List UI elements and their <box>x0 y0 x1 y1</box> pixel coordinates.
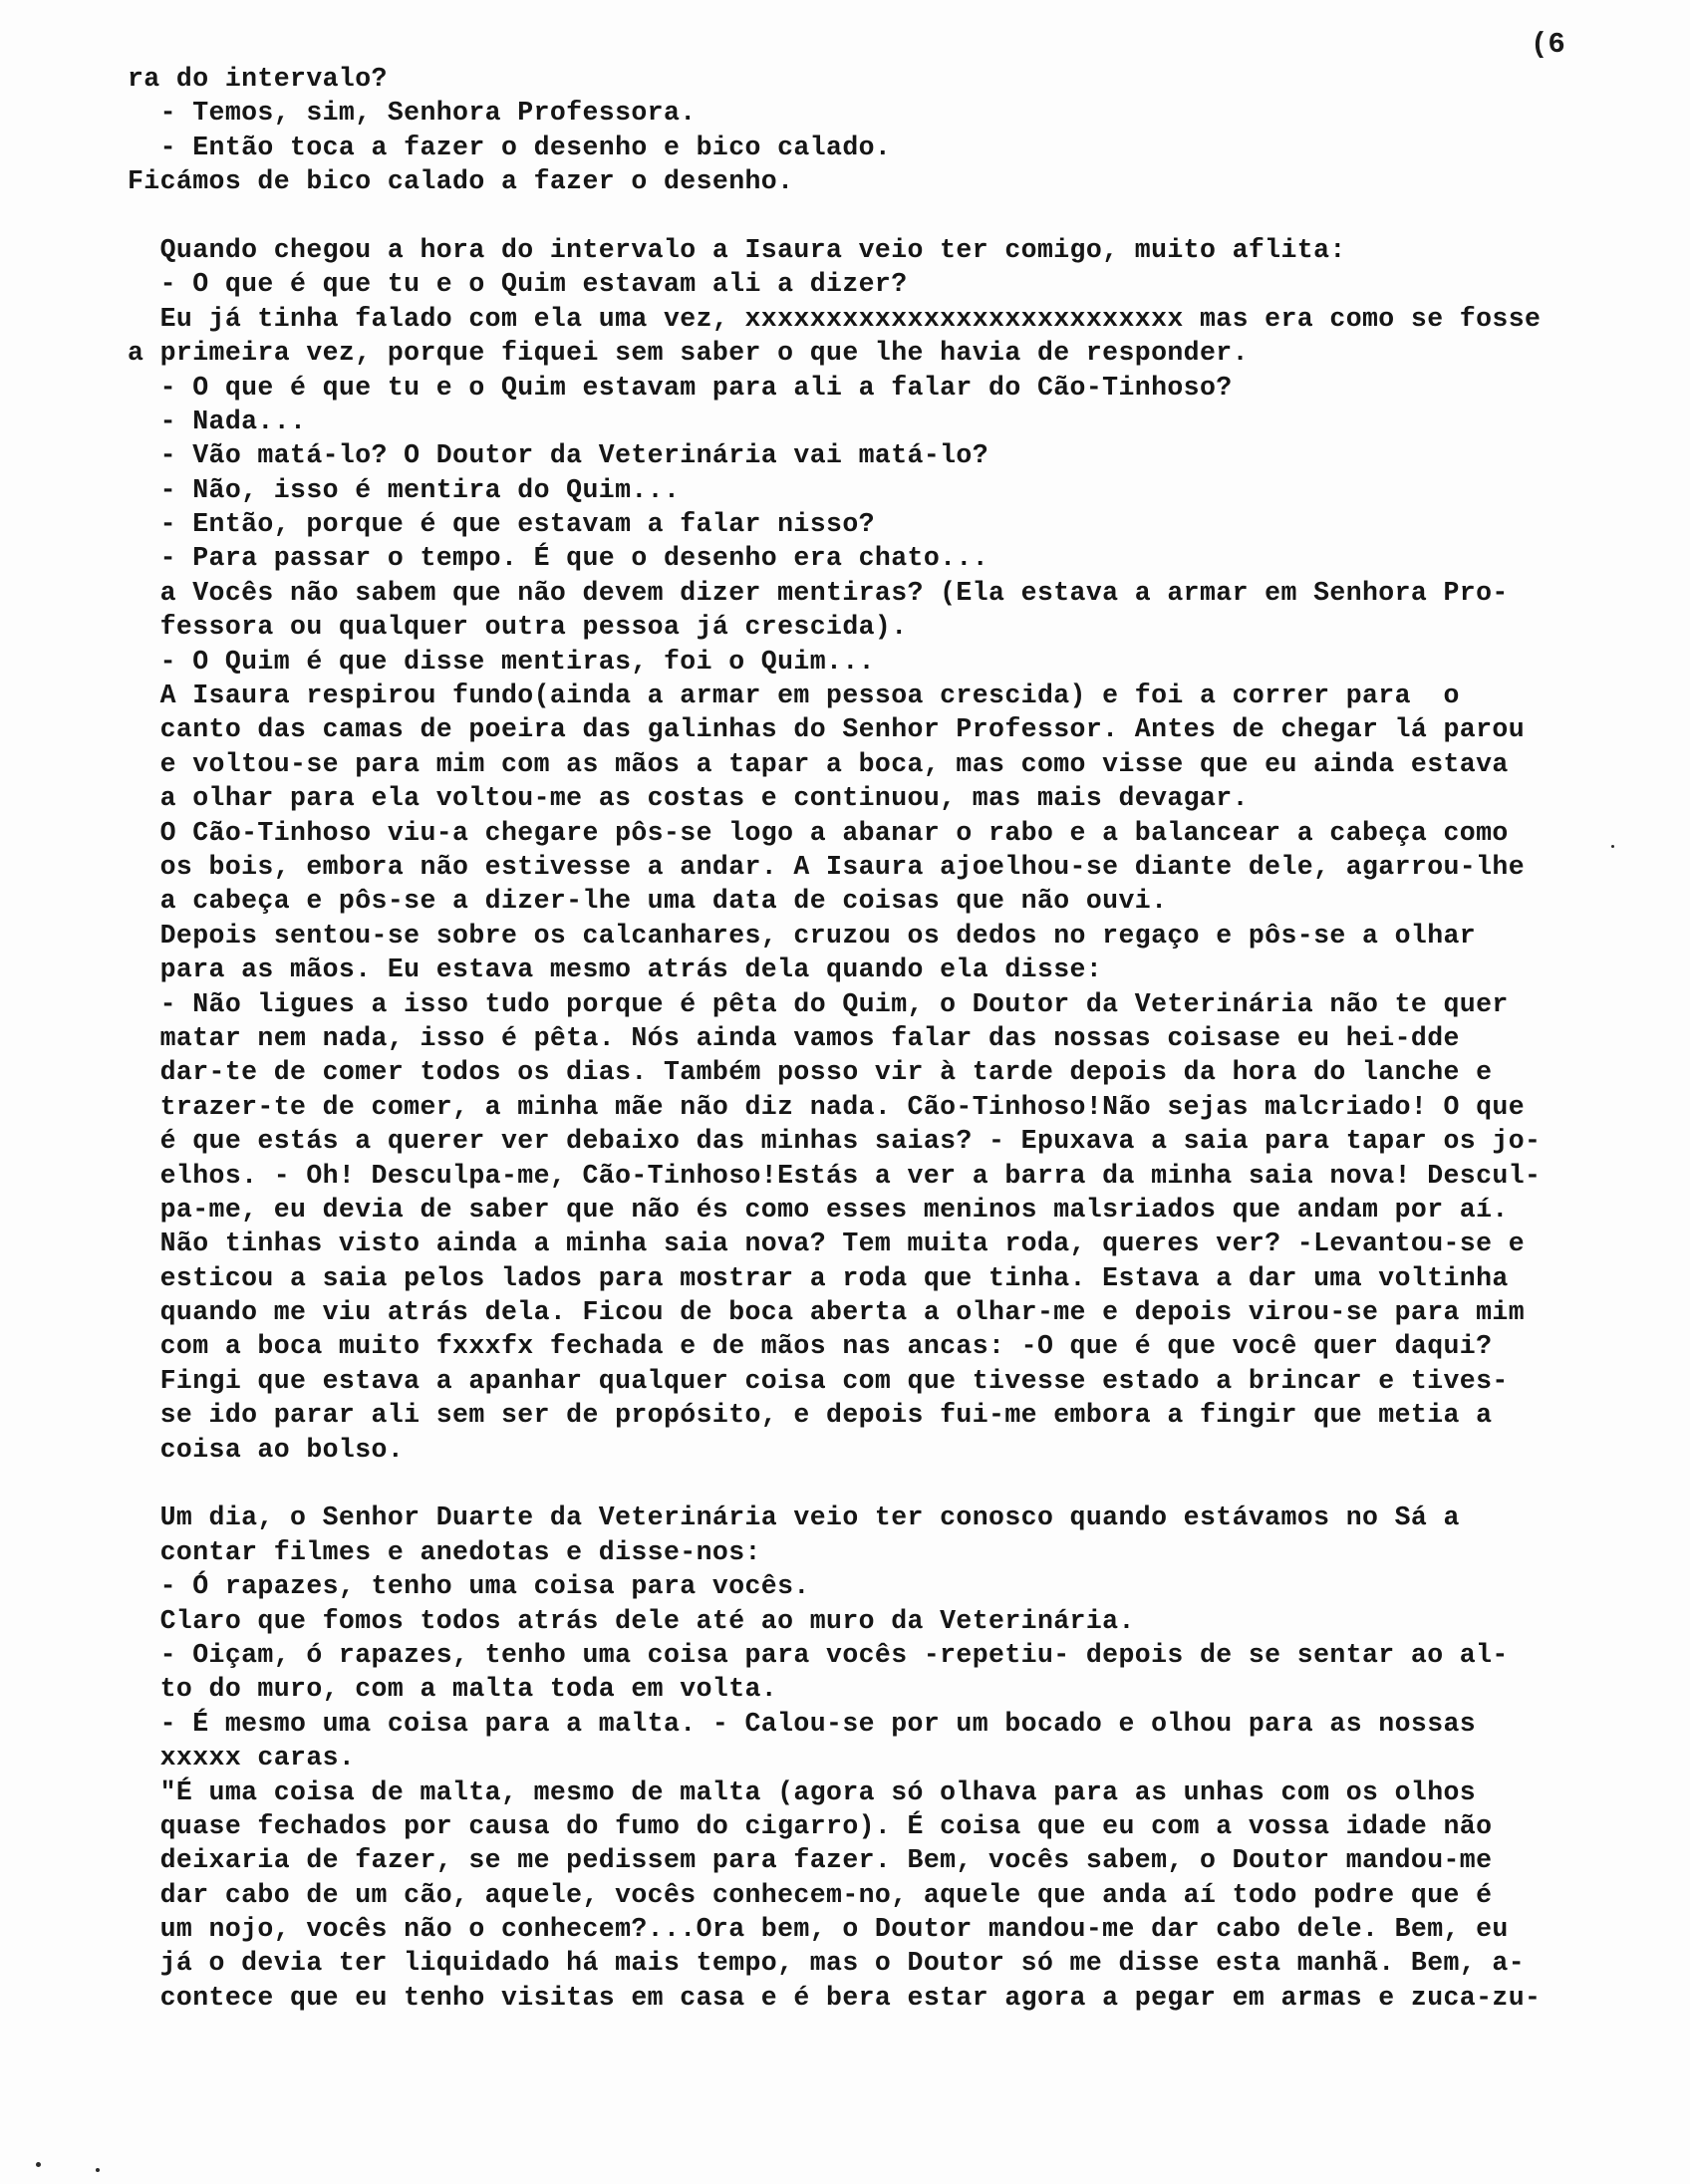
text-line: a Vocês não sabem que não devem dizer mentiras? (Ela estava a armar em Senhora Pro- <box>128 577 1509 608</box>
text-line: para as mãos. Eu estava mesmo atrás dela quando ela disse: <box>128 955 1103 985</box>
text-line: contar filmes e anedotas e disse-nos: <box>128 1536 761 1567</box>
text-line: trazer-te de comer, a minha mãe não diz nada. Cão-Tinhoso!Não sejas malcriado! O que <box>128 1091 1526 1122</box>
text-line: com a boca muito fxxxfx fechada e de mãos nas ancas: -O que é que você quer daqui? <box>128 1331 1493 1362</box>
text-line: a cabeça e pôs-se a dizer-lhe uma data de coisas que não ouvi. <box>128 886 1168 917</box>
paragraph-gap <box>128 1467 1622 1501</box>
text-line: - Nada... <box>128 406 307 436</box>
text-line: - Temos, sim, Senhora Professora. <box>128 98 697 129</box>
text-line: um nojo, vocês não o conhecem?...Ora bem, o Doutor mandou-me dar cabo dele. Bem, eu <box>128 1914 1509 1945</box>
text-line: - Para passar o tempo. É que o desenho era chato... <box>128 543 989 574</box>
text-line: Ficámos de bico calado a fazer o desenho. <box>128 166 794 197</box>
text-line: A Isaura respirou fundo(ainda a armar em pessoa crescida) e foi a correr para o <box>128 681 1460 711</box>
page-number: (6 <box>1531 28 1565 61</box>
text-line: - Oiçam, ó rapazes, tenho uma coisa para vocês -repetiu- depois de se sentar ao al- <box>128 1639 1509 1670</box>
text-line: "É uma coisa de malta, mesmo de malta (agora só olhava para as unhas com os olhos <box>128 1776 1477 1807</box>
text-line: pa-me, eu devia de saber que não és como esses meninos malsriados que andam por aí. <box>128 1194 1509 1225</box>
text-line: Um dia, o Senhor Duarte da Veterinária veio ter conosco quando estávamos no Sá a <box>128 1502 1460 1533</box>
text-line: - Então toca a fazer o desenho e bico calado. <box>128 132 892 162</box>
text-line: fessora ou qualquer outra pessoa já crescida). <box>128 612 908 643</box>
text-line: - Vão matá-lo? O Doutor da Veterinária vai matá-lo? <box>128 440 989 471</box>
text-line: Eu já tinha falado com ela uma vez, xxxxxxxxxxxxxxxxxxxxxxxxxxx mas era como se fosse <box>128 303 1542 334</box>
text-line: canto das camas de poeira das galinhas do Senhor Professor. Antes de chegar lá parou <box>128 714 1526 745</box>
text-line: xxxxx caras. <box>128 1743 356 1774</box>
text-line: - O Quim é que disse mentiras, foi o Quim... <box>128 646 875 677</box>
text-line: matar nem nada, isso é pêta. Nós ainda vamos falar das nossas coisase eu hei-dde <box>128 1022 1460 1053</box>
text-line: to do muro, com a malta toda em volta. <box>128 1674 778 1705</box>
text-line: - Não, isso é mentira do Quim... <box>128 474 681 505</box>
text-line: - Não ligues a isso tudo porque é pêta do Quim, o Doutor da Veterinária não te quer <box>128 988 1509 1019</box>
text-line: a olhar para ela voltou-me as costas e continuou, mas mais devagar. <box>128 783 1249 814</box>
text-line: elhos. - Oh! Desculpa-me, Cão-Tinhoso!Estás a ver a barra da minha saia nova! Descul- <box>128 1160 1542 1191</box>
text-line: se ido parar ali sem ser de propósito, e depois fui-me embora a fingir que metia a <box>128 1400 1493 1431</box>
text-line: quase fechados por causa do fumo do cigarro). É coisa que eu com a vossa idade não <box>128 1810 1493 1841</box>
text-line: - O que é que tu e o Quim estavam para ali a falar do Cão-Tinhoso? <box>128 372 1233 403</box>
text-line: Quando chegou a hora do intervalo a Isaura veio ter comigo, muito aflita: <box>128 234 1346 265</box>
text-line: O Cão-Tinhoso viu-a chegare pôs-se logo a abanar o rabo e a balancear a cabeça como <box>128 817 1509 848</box>
text-line: - Então, porque é que estavam a falar nisso? <box>128 509 875 540</box>
text-line: dar-te de comer todos os dias. Também posso vir à tarde depois da hora do lanche e <box>128 1057 1493 1088</box>
text-line: os bois, embora não estivesse a andar. A Isaura ajoelhou-se diante dele, agarrou-lhe <box>128 851 1526 882</box>
text-line: Claro que fomos todos atrás dele até ao muro da Veterinária. <box>128 1605 1135 1636</box>
text-line: contece que eu tenho visitas em casa e é bera estar agora a pegar em armas e zuca-zu- <box>128 1982 1542 2013</box>
text-line: e voltou-se para mim com as mãos a tapar a boca, mas como visse que eu ainda estava <box>128 748 1509 779</box>
ink-speck <box>96 2168 100 2172</box>
text-line: ra do intervalo? <box>128 64 388 94</box>
text-line: coisa ao bolso. <box>128 1434 405 1465</box>
ink-speck <box>36 2162 41 2167</box>
paragraph-gap <box>128 199 1622 233</box>
text-line: a primeira vez, porque fiquei sem saber o que lhe havia de responder. <box>128 338 1249 369</box>
text-line: - É mesmo uma coisa para a malta. - Calou-se por um bocado e olhou para as nossas <box>128 1708 1477 1739</box>
text-line: dar cabo de um cão, aquele, vocês conhecem-no, aquele que anda aí todo podre que é <box>128 1879 1493 1910</box>
text-line: é que estás a querer ver debaixo das minhas saias? - Epuxava a saia para tapar os jo- <box>128 1126 1542 1157</box>
text-line: Fingi que estava a apanhar qualquer coisa com que tivesse estado a brincar e tives- <box>128 1365 1509 1396</box>
text-line: Não tinhas visto ainda a minha saia nova? Tem muita roda, queres ver? -Levantou-se e <box>128 1228 1526 1259</box>
text-line: quando me viu atrás dela. Ficou de boca aberta a olhar-me e depois virou-se para mim <box>128 1297 1526 1328</box>
text-line: - Ó rapazes, tenho uma coisa para vocês. <box>128 1571 810 1602</box>
typewritten-text <box>128 62 1622 2015</box>
text-line: - O que é que tu e o Quim estavam ali a dizer? <box>128 269 908 300</box>
text-line: já o devia ter liquidado há mais tempo, mas o Doutor só me disse esta manhã. Bem, a- <box>128 1948 1526 1979</box>
text-line: esticou a saia pelos lados para mostrar a roda que tinha. Estava a dar uma voltinha <box>128 1262 1509 1293</box>
ink-speck <box>1611 845 1614 848</box>
text-line: deixaria de fazer, se me pedissem para fazer. Bem, vocês sabem, o Doutor mandou-me <box>128 1845 1493 1876</box>
text-line: Depois sentou-se sobre os calcanhares, cruzou os dedos no regaço e pôs-se a olhar <box>128 920 1477 951</box>
